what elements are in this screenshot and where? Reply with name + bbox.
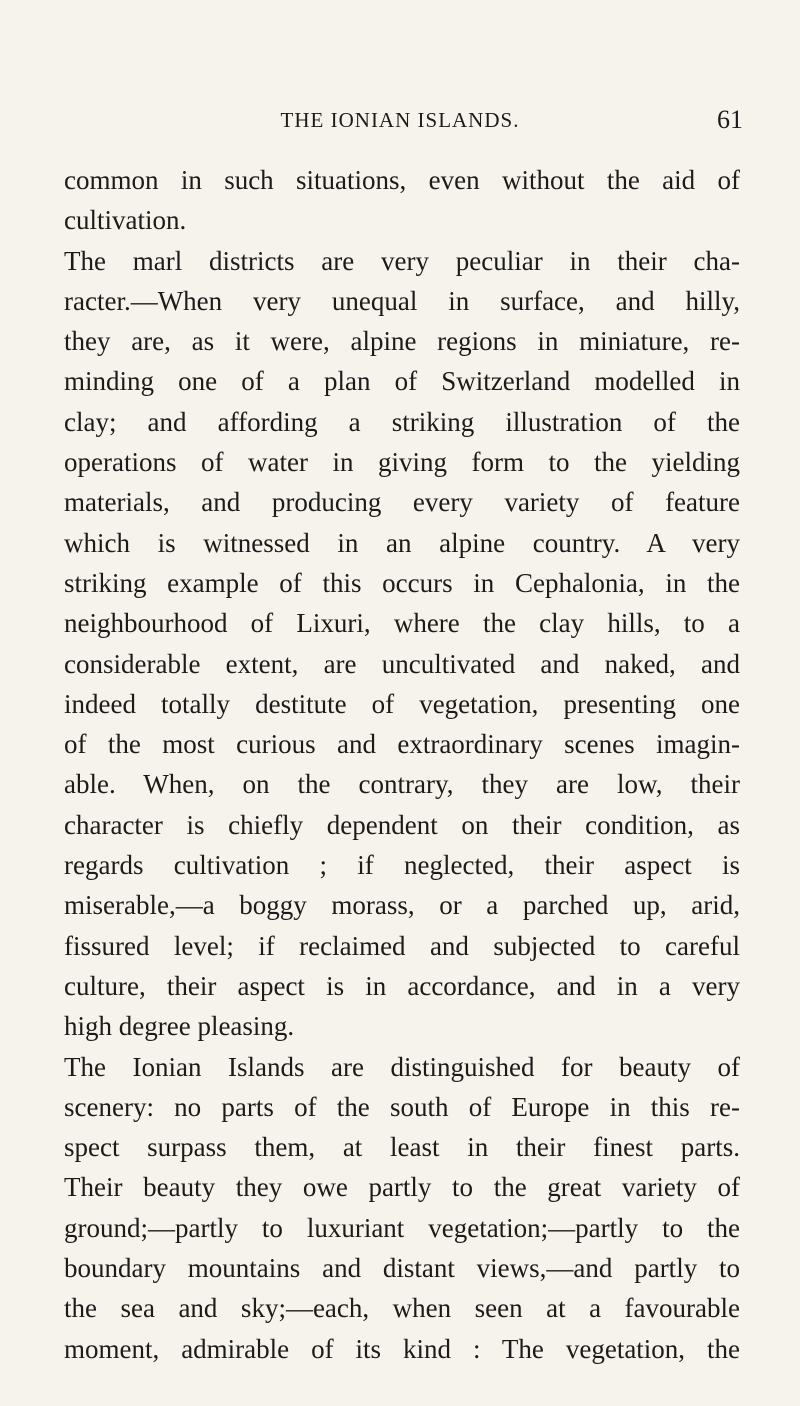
text-line: The marl districts are very peculiar in their cha- bbox=[64, 245, 740, 276]
page-number: 61 bbox=[717, 105, 743, 134]
text-line: considerable extent, are uncultivated and naked, and bbox=[64, 648, 740, 679]
text-line: fissured level; if reclaimed and subjected to careful bbox=[64, 930, 740, 961]
text-line: of the most curious and extraordinary scenes imagin- bbox=[64, 729, 740, 760]
text-line: culture, their aspect is in accordance, and in a very bbox=[64, 970, 740, 1001]
text-line: ground;—partly to luxuriant vegetation;—partly to the bbox=[64, 1212, 740, 1243]
text-line: Their beauty they owe partly to the great variety of bbox=[64, 1172, 740, 1203]
text-line: high degree pleasing. bbox=[64, 1011, 295, 1042]
text-line: racter.—When very unequal in surface, and hilly, bbox=[64, 285, 740, 316]
text-line: common in such situations, even without the aid of bbox=[64, 165, 740, 195]
text-line: boundary mountains and distant views,—and partly to bbox=[64, 1253, 740, 1284]
text-line: neighbourhood of Lixuri, where the clay hills, to a bbox=[64, 608, 740, 639]
text-line: operations of water in giving form to the yielding bbox=[64, 447, 740, 478]
text-line: miserable,—a boggy morass, or a parched up, arid, bbox=[64, 890, 740, 921]
text-line: they are, as it were, alpine regions in miniature, re- bbox=[64, 326, 740, 357]
text-line: moment, admirable of its kind : The vegetation, the bbox=[64, 1333, 740, 1364]
text-line: able. When, on the contrary, they are low, their bbox=[64, 769, 740, 800]
text-line: character is chiefly dependent on their condition, as bbox=[64, 809, 740, 840]
text-line: materials, and producing every variety of feature bbox=[64, 487, 740, 518]
text-line: clay; and affording a striking illustration of the bbox=[64, 406, 740, 437]
text-line: spect surpass them, at least in their finest parts. bbox=[64, 1132, 740, 1163]
text-line: indeed totally destitute of vegetation, presenting one bbox=[64, 688, 740, 719]
running-title: THE IONIAN ISLANDS. bbox=[280, 108, 520, 132]
text-line: striking example of this occurs in Cephalonia, in the bbox=[64, 567, 740, 598]
running-head bbox=[0, 104, 800, 136]
text-line: cultivation. bbox=[64, 205, 187, 236]
text-line: scenery: no parts of the south of Europe in this re- bbox=[64, 1091, 740, 1122]
text-line: the sea and sky;—each, when seen at a favourable bbox=[64, 1293, 740, 1324]
text-line: The Ionian Islands are distinguished for beauty of bbox=[64, 1051, 740, 1082]
text-line: regards cultivation ; if neglected, their aspect is bbox=[64, 850, 740, 881]
body-text bbox=[64, 160, 740, 1369]
text-line: which is witnessed in an alpine country. A very bbox=[64, 527, 740, 558]
text-line: minding one of a plan of Switzerland modelled in bbox=[64, 366, 740, 397]
